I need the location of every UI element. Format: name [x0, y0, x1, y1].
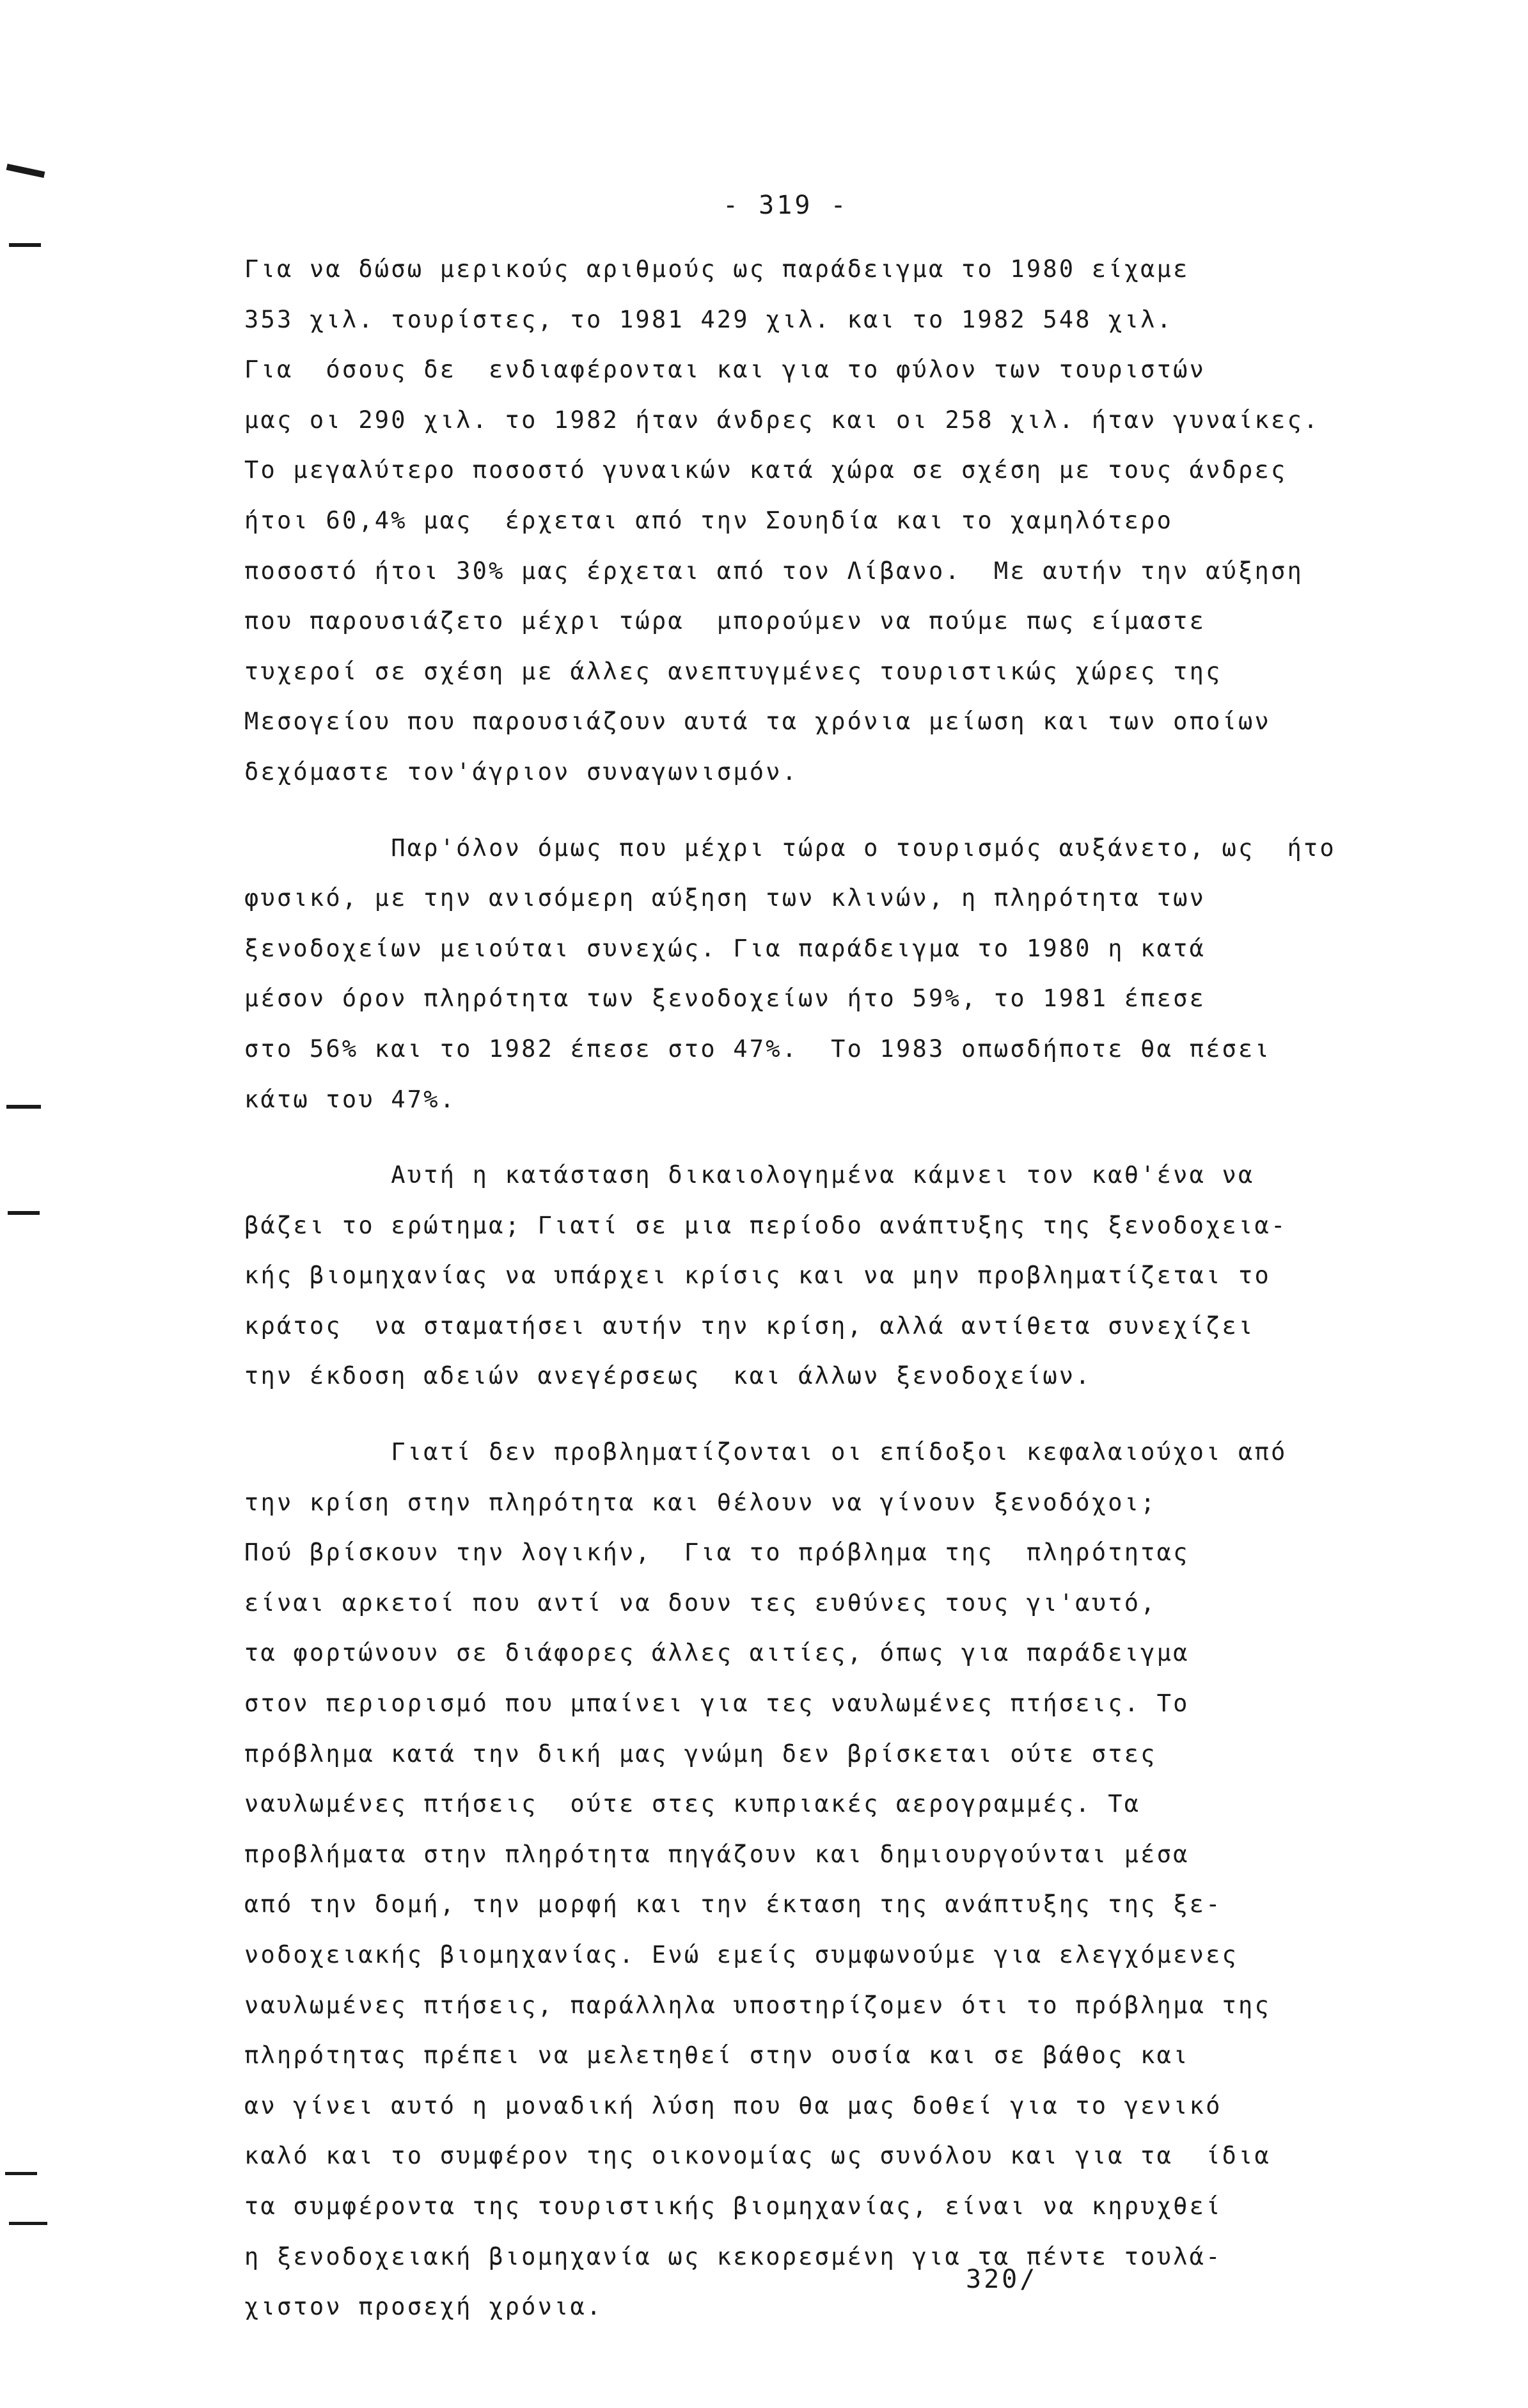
- text-line: χιστον προσεχή χρόνια.: [244, 2293, 603, 2321]
- text-line: Αυτή η κατάσταση δικαιολογημένα κάμνει τον καθ'ένα να: [244, 1161, 1255, 1189]
- text-line: μας οι 290 χιλ. το 1982 ήταν άνδρες και οι 258 χιλ. ήταν γυναίκες.: [244, 406, 1320, 434]
- margin-mark: [9, 243, 41, 247]
- margin-mark: [8, 1211, 40, 1215]
- text-line: ήτοι 60,4% μας έρχεται από την Σουηδία και το χαμηλότερο: [244, 506, 1174, 534]
- text-line: από την δομή, την μορφή και την έκταση της ανάπτυξης της ξε-: [244, 1890, 1222, 1919]
- text-line: ποσοστό ήτοι 30% μας έρχεται από τον Λίβανο. Με αυτήν την αύξηση: [244, 557, 1304, 585]
- text-line: φυσικό, με την ανισόμερη αύξηση των κλινών, η πληρότητα των: [244, 884, 1206, 912]
- margin-mark: [9, 2222, 47, 2225]
- margin-mark: [6, 1105, 41, 1109]
- text-line: την κρίση στην πληρότητα και θέλουν να γίνουν ξενοδόχοι;: [244, 1488, 1157, 1516]
- text-line: δεχόμαστε τον'άγριον συναγωνισμόν.: [244, 757, 799, 786]
- margin-mark: [5, 2172, 37, 2175]
- text-line: Για να δώσω μερικούς αριθμούς ως παράδειγμα το 1980 είχαμε: [244, 255, 1190, 283]
- paragraph: [244, 1150, 1498, 1402]
- paragraph: [244, 823, 1498, 1125]
- text-line: στο 56% και το 1982 έπεσε στο 47%. Το 1983 οπωσδήποτε θα πέσει: [244, 1034, 1271, 1063]
- text-line: κής βιομηχανίας να υπάρχει κρίσις και να μην προβληματίζεται το: [244, 1262, 1271, 1290]
- text-line: αν γίνει αυτό η μοναδική λύση που θα μας δοθεί για το γενικό: [244, 2091, 1222, 2119]
- text-line: Το μεγαλύτερο ποσοστό γυναικών κατά χώρα σε σχέση με τους άνδρες: [244, 456, 1288, 484]
- text-line: Για όσους δε ενδιαφέρονται και για το φύλον των τουριστών: [244, 356, 1206, 384]
- text-line: Μεσογείου που παρουσιάζουν αυτά τα χρόνια μείωση και των οποίων: [244, 708, 1271, 736]
- text-line: η ξενοδοχειακή βιομηχανία ως κεκορεσμένη για τα πέντε τουλά-: [244, 2242, 1222, 2270]
- text-line: Παρ'όλον όμως που μέχρι τώρα ο τουρισμός αυξάνετο, ως ήτο: [244, 834, 1336, 862]
- text-line: πρόβλημα κατά την δική μας γνώμη δεν βρίσκεται ούτε στες: [244, 1739, 1157, 1768]
- text-line: την έκδοση αδειών ανεγέρσεως και άλλων ξενοδοχείων.: [244, 1362, 1092, 1390]
- paragraph: [244, 1427, 1498, 2333]
- text-line: στον περιορισμό που μπαίνει για τες ναυλωμένες πτήσεις. Το: [244, 1690, 1190, 1718]
- text-line: τα συμφέροντα της τουριστικής βιομηχανίας, είναι να κηρυχθεί: [244, 2192, 1222, 2220]
- text-line: καλό και το συμφέρον της οικονομίας ως συνόλου και για τα ίδια: [244, 2142, 1271, 2170]
- page-number: - 319 -: [723, 191, 849, 220]
- text-line: νοδοχειακής βιομηχανίας. Ενώ εμείς συμφωνούμε για ελεγχόμενες: [244, 1941, 1239, 1968]
- text-line: προβλήματα στην πληρότητα πηγάζουν και δημιουργούνται μέσα: [244, 1840, 1190, 1868]
- text-line: που παρουσιάζετο μέχρι τώρα μπορούμεν να πούμε πως είμαστε: [244, 607, 1206, 635]
- text-line: τα φορτώνουν σε διάφορες άλλες αιτίες, όπως για παράδειγμα: [244, 1639, 1190, 1667]
- document-body: [244, 244, 1498, 2333]
- text-line: ναυλωμένες πτήσεις ούτε στες κυπριακές αερογραμμές. Τα: [244, 1790, 1141, 1818]
- text-line: Γιατί δεν προβληματίζονται οι επίδοξοι κεφαλαιούχοι από: [244, 1438, 1288, 1466]
- continuation-page-marker: 320/: [966, 2265, 1038, 2294]
- text-line: Πού βρίσκουν την λογικήν, Για το πρόβλημα της πληρότητας: [244, 1539, 1190, 1567]
- text-line: πληρότητας πρέπει να μελετηθεί στην ουσία και σε βάθος και: [244, 2041, 1190, 2070]
- text-line: 353 χιλ. τουρίστες, το 1981 429 χιλ. και το 1982 548 χιλ.: [244, 305, 1174, 333]
- margin-mark: [6, 164, 45, 178]
- text-line: βάζει το ερώτημα; Γιατί σε μια περίοδο ανάπτυξης της ξενοδοχεια-: [244, 1211, 1288, 1239]
- text-line: κράτος να σταματήσει αυτήν την κρίση, αλλά αντίθετα συνεχίζει: [244, 1311, 1255, 1340]
- text-line: ναυλωμένες πτήσεις, παράλληλα υποστηρίζομεν ότι το πρόβλημα της: [244, 1991, 1271, 2019]
- text-line: μέσον όρον πληρότητα των ξενοδοχείων ήτο 59%, το 1981 έπεσε: [244, 985, 1206, 1013]
- text-line: τυχεροί σε σχέση με άλλες ανεπτυγμένες τουριστικώς χώρες της: [244, 657, 1222, 685]
- text-line: κάτω του 47%.: [244, 1085, 457, 1113]
- paragraph: [244, 244, 1498, 798]
- text-line: ξενοδοχείων μειούται συνεχώς. Για παράδειγμα το 1980 η κατά: [244, 934, 1206, 962]
- text-line: είναι αρκετοί που αντί να δουν τες ευθύνες τους γι'αυτό,: [244, 1588, 1157, 1617]
